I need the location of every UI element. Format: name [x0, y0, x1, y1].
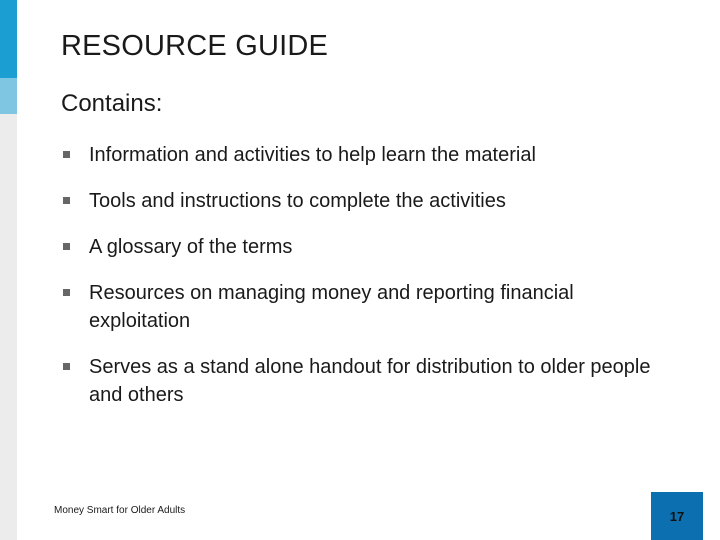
bullet-text: A glossary of the terms [89, 236, 293, 258]
accent-bar-top [0, 0, 17, 78]
slide-subtitle: Contains: [61, 90, 163, 117]
slide-title: RESOURCE GUIDE [61, 30, 329, 62]
bullet-list [61, 141, 661, 409]
bullet-item [61, 187, 661, 215]
bullet-item [61, 279, 661, 335]
accent-bar-middle [0, 78, 17, 114]
bullet-item [61, 353, 661, 409]
square-bullet-icon [63, 197, 70, 204]
bullet-text: Tools and instructions to complete the activities [89, 190, 506, 212]
accent-bar-side [0, 114, 17, 540]
page-number-badge [651, 492, 703, 540]
bullet-text: Serves as a stand alone handout for distribution to older people and others [89, 356, 651, 406]
bullet-text: Resources on managing money and reporting financial exploitation [89, 282, 574, 332]
square-bullet-icon [63, 363, 70, 370]
square-bullet-icon [63, 151, 70, 158]
page-number: 17 [669, 508, 685, 524]
bullet-item [61, 141, 661, 169]
bullet-item [61, 233, 661, 261]
bullet-text: Information and activities to help learn the material [89, 144, 536, 166]
square-bullet-icon [63, 243, 70, 250]
footer-text: Money Smart for Older Adults [54, 505, 186, 516]
square-bullet-icon [63, 289, 70, 296]
